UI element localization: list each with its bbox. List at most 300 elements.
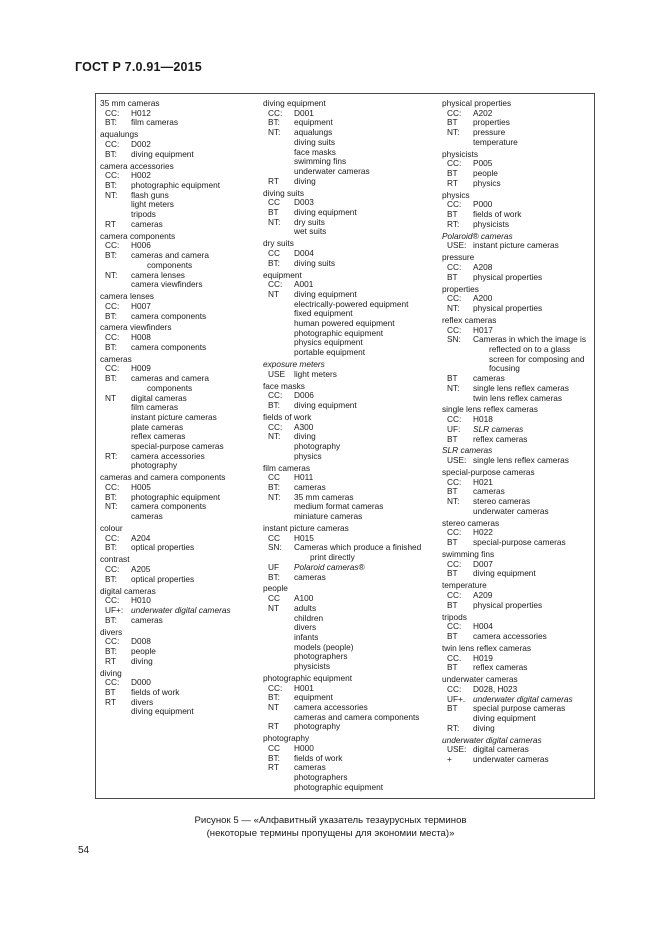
relation-value: cameras xyxy=(473,373,505,384)
entry-relation xyxy=(263,177,435,187)
entry-term: camera viewfinders xyxy=(100,322,172,333)
relation-code: CC. xyxy=(447,652,462,663)
caption-line-2: (некоторые термины пропущены для экономии места)» xyxy=(206,827,455,839)
relation-value: underwater cameras xyxy=(473,754,549,764)
entry-term: photography xyxy=(263,733,310,744)
relation-code: NT: xyxy=(268,431,281,442)
relation-code: NT: xyxy=(447,127,460,138)
relation-code: CC: xyxy=(447,107,462,118)
relation-value: H019 xyxy=(473,652,493,663)
relation-code: RT xyxy=(268,762,279,773)
entry-relation xyxy=(263,423,435,433)
relation-value: optical properties xyxy=(131,573,195,584)
entry-relation xyxy=(100,394,260,452)
relation-value: physical properties xyxy=(473,271,543,282)
entry-relation xyxy=(442,538,594,548)
relation-code: NT: xyxy=(105,189,118,200)
relation-code: BT: xyxy=(268,482,280,493)
relation-value: cameras xyxy=(294,482,326,493)
relation-value: physical properties xyxy=(473,599,543,610)
relation-value: equipment xyxy=(294,117,333,128)
relation-code: UF+. xyxy=(447,693,466,704)
entry-term: face masks xyxy=(263,380,305,391)
relation-value: pressure xyxy=(473,127,506,138)
index-entry xyxy=(263,524,435,582)
entry-relation xyxy=(100,150,260,160)
relation-value: camera components xyxy=(131,501,207,512)
relation-code: BT xyxy=(447,568,458,579)
relation-value: optical properties xyxy=(131,542,195,553)
entry-relation xyxy=(263,259,435,269)
entry-relation xyxy=(263,208,435,218)
relation-value: cameras xyxy=(294,762,326,773)
relation-value: swimming fins xyxy=(294,156,347,167)
index-entry xyxy=(442,316,594,403)
entry-term: cameras and camera components xyxy=(100,472,226,483)
relation-code: CC xyxy=(268,532,280,543)
relation-code: CC: xyxy=(268,279,283,290)
relation-code: CC: xyxy=(105,636,120,647)
relation-value: diving xyxy=(131,655,153,666)
relation-value: photographic equipment xyxy=(131,180,221,190)
caption-line-1: Рисунок 5 — «Алфавитный указатель тезаурусных терминов xyxy=(194,815,467,826)
entry-relation xyxy=(263,401,435,411)
relation-value: A001 xyxy=(294,279,314,290)
relation-value: H009 xyxy=(131,363,151,374)
figure-caption xyxy=(0,815,661,840)
entry-relation xyxy=(442,169,594,179)
relation-value: D007 xyxy=(473,558,493,569)
relation-value: physics xyxy=(473,177,501,188)
entry-term: fields of work xyxy=(263,411,312,422)
relation-code: BT xyxy=(447,486,458,497)
relation-value: diving equipment xyxy=(473,713,536,723)
entry-term: special-purpose cameras xyxy=(442,467,535,477)
relation-code: CC: xyxy=(447,324,462,335)
relation-code: CC: xyxy=(268,107,283,118)
entry-relation xyxy=(263,109,435,119)
relation-value: light meters xyxy=(294,368,337,379)
relation-value: A209 xyxy=(473,590,493,600)
entry-relation xyxy=(263,249,435,259)
relation-value: A208 xyxy=(473,262,493,272)
relation-value: human powered equipment xyxy=(294,318,395,329)
relation-code: BT xyxy=(447,703,458,714)
relation-value: SLR cameras xyxy=(473,423,524,434)
relation-value: camera accessories xyxy=(294,702,368,713)
relation-value: miniature cameras xyxy=(294,511,363,522)
entry-relation xyxy=(442,569,594,579)
entry-relation xyxy=(442,456,594,466)
relation-value: camera lenses xyxy=(131,269,185,280)
relation-code: CC: xyxy=(447,293,462,304)
relation-code: CC: xyxy=(105,332,120,343)
relation-value: instant picture cameras xyxy=(473,240,559,251)
index-entry xyxy=(100,628,260,667)
relation-code: BT: xyxy=(105,542,117,553)
relation-code: BT: xyxy=(268,571,280,582)
relation-code: BT: xyxy=(105,310,117,321)
relation-value: aqualungs xyxy=(294,127,333,138)
relation-value: H001 xyxy=(294,682,314,693)
index-entry xyxy=(263,584,435,671)
entry-term: SLR cameras xyxy=(442,445,493,456)
index-entry xyxy=(100,232,260,290)
relation-value: cameras xyxy=(131,511,163,522)
entry-relation xyxy=(100,616,260,626)
relation-code: BT xyxy=(447,537,458,548)
entry-relation xyxy=(100,220,260,230)
relation-value: H021 xyxy=(473,476,493,487)
entry-term: digital cameras xyxy=(100,585,156,596)
relation-value: diving equipment xyxy=(294,288,357,299)
relation-value: physicists xyxy=(473,218,509,229)
relation-value: H017 xyxy=(473,324,493,335)
entry-relation xyxy=(263,763,435,792)
relation-value: diving suits xyxy=(294,136,336,147)
entry-relation xyxy=(100,637,260,647)
relation-code: BT: xyxy=(105,646,117,657)
relation-value: photography xyxy=(131,460,178,471)
relation-code: + xyxy=(447,754,452,764)
entry-term: camera lenses xyxy=(100,291,154,302)
index-entry xyxy=(442,253,594,282)
entry-relation xyxy=(442,118,594,128)
entry-relation xyxy=(442,663,594,673)
entry-relation xyxy=(442,435,594,445)
relation-code: BT: xyxy=(105,614,117,625)
thesaurus-index-frame xyxy=(95,93,595,799)
relation-value: A300 xyxy=(294,421,314,432)
entry-term: swimming fins xyxy=(442,549,495,559)
relation-code: CC: xyxy=(105,482,120,493)
relation-code: CC: xyxy=(447,527,462,538)
index-entry xyxy=(100,323,260,352)
index-entry xyxy=(100,524,260,553)
relation-code: CC xyxy=(268,197,280,208)
entry-relation xyxy=(100,698,260,717)
relation-value: components xyxy=(147,382,193,393)
entry-relation xyxy=(100,109,260,119)
relation-code: CC xyxy=(268,743,280,754)
entry-relation xyxy=(263,744,435,754)
relation-code: BT: xyxy=(105,341,117,352)
relation-value: underwater digital cameras xyxy=(131,605,231,616)
entry-relation xyxy=(263,118,435,128)
index-entry xyxy=(442,285,594,314)
entry-relation xyxy=(100,181,260,191)
relation-value: H015 xyxy=(294,532,314,543)
relation-code: CC: xyxy=(447,590,462,600)
relation-value: components xyxy=(147,259,193,270)
relation-value: fields of work xyxy=(473,209,522,220)
index-entry xyxy=(100,162,260,230)
relation-value: film cameras xyxy=(131,402,179,413)
relation-value: H010 xyxy=(131,595,151,606)
relation-value: D000 xyxy=(131,677,151,688)
index-entry xyxy=(263,189,435,238)
entry-relation xyxy=(263,703,435,722)
relation-code: BT: xyxy=(105,573,117,584)
relation-value: cameras xyxy=(131,614,163,625)
relation-code: BT xyxy=(447,271,458,282)
entry-relation xyxy=(100,657,260,667)
entry-relation xyxy=(263,493,435,522)
relation-value: H018 xyxy=(473,414,493,425)
relation-value: diving xyxy=(294,431,316,442)
relation-value: D006 xyxy=(294,390,314,401)
relation-code: CC xyxy=(268,593,280,604)
entry-relation xyxy=(263,218,435,237)
relation-value: divers xyxy=(131,696,154,707)
entry-term: reflex cameras xyxy=(442,314,497,325)
index-entry xyxy=(442,150,594,189)
relation-code: NT: xyxy=(447,382,460,393)
relation-value: H000 xyxy=(294,743,314,754)
relation-code: CC: xyxy=(105,595,120,606)
entry-term: single lens reflex cameras xyxy=(442,404,538,415)
entry-relation xyxy=(442,704,594,723)
index-entry xyxy=(100,292,260,321)
entry-relation xyxy=(263,290,435,358)
relation-value: photographic equipment xyxy=(294,327,384,338)
relation-code: CC: xyxy=(447,558,462,569)
relation-value: D003 xyxy=(294,197,314,208)
relation-code: RT xyxy=(105,218,116,229)
relation-value: single lens reflex cameras xyxy=(473,455,569,466)
entry-term: physical properties xyxy=(442,98,512,108)
entry-relation xyxy=(442,159,594,169)
relation-value: infants xyxy=(294,631,319,642)
entry-term: cameras xyxy=(100,353,132,364)
relation-code: BT: xyxy=(268,257,280,268)
relation-value: physics equipment xyxy=(294,337,363,348)
relation-value: diving equipment xyxy=(131,148,194,159)
relation-value: D028, H023 xyxy=(473,683,518,694)
entry-term: underwater cameras xyxy=(442,674,518,685)
relation-value: children xyxy=(294,612,324,623)
entry-term: diving xyxy=(100,667,122,678)
relation-code: BT xyxy=(105,687,116,698)
relation-value: reflex cameras xyxy=(131,431,186,442)
entry-relation xyxy=(263,573,435,583)
entry-relation xyxy=(263,432,435,461)
index-entry xyxy=(100,130,260,159)
relation-value: D002 xyxy=(131,139,151,149)
relation-value: camera components xyxy=(131,310,207,321)
relation-value: cameras xyxy=(131,218,163,229)
relation-code: BT xyxy=(447,662,458,673)
relation-value: fields of work xyxy=(294,752,343,763)
entry-term: divers xyxy=(100,626,123,637)
relation-value: A200 xyxy=(473,293,493,304)
index-entry xyxy=(263,99,435,186)
relation-value: photography xyxy=(294,441,341,452)
index-entry xyxy=(100,473,260,522)
relation-code: USE xyxy=(268,368,286,379)
relation-value: underwater cameras xyxy=(294,165,370,176)
relation-value: diving equipment xyxy=(294,400,357,411)
index-entry xyxy=(263,382,435,411)
relation-value: reflex cameras xyxy=(473,433,528,444)
index-entry xyxy=(263,734,435,792)
relation-value: special-purpose cameras xyxy=(131,441,224,452)
relation-value: cameras xyxy=(473,486,505,497)
entry-relation xyxy=(263,604,435,672)
relation-value: people xyxy=(473,168,498,179)
relation-value: special purpose cameras xyxy=(473,703,566,714)
relation-value: camera accessories xyxy=(131,450,205,461)
entry-term: Polaroid® cameras xyxy=(442,230,513,241)
relation-code: BT xyxy=(447,168,458,179)
entry-relation xyxy=(442,478,594,488)
relation-code: CC: xyxy=(105,532,120,543)
entry-relation xyxy=(100,271,260,290)
entry-term: equipment xyxy=(263,269,302,280)
relation-value: models (people) xyxy=(294,641,354,652)
relation-code: CC: xyxy=(447,414,462,425)
relation-code: BT: xyxy=(268,692,280,703)
relation-code: RT xyxy=(105,696,116,707)
entry-term: film cameras xyxy=(263,462,311,473)
entry-relation xyxy=(442,632,594,642)
relation-value: reflex cameras xyxy=(473,662,528,673)
relation-code: RT: xyxy=(447,218,460,229)
relation-value: fixed equipment xyxy=(294,308,353,319)
page-number: 54 xyxy=(78,845,90,856)
entry-relation xyxy=(100,452,260,471)
relation-code: RT xyxy=(268,175,279,186)
index-column-1 xyxy=(100,99,260,719)
entry-relation xyxy=(263,473,435,483)
relation-code: BT: xyxy=(268,117,280,128)
relation-value: H022 xyxy=(473,527,493,538)
index-entry xyxy=(442,446,594,465)
relation-value: people xyxy=(131,646,156,657)
relation-code: CC: xyxy=(105,363,120,374)
entry-relation xyxy=(100,374,260,393)
relation-code: BT xyxy=(447,631,458,641)
relation-value: screen for composing and xyxy=(489,353,585,364)
relation-value: equipment xyxy=(294,692,333,703)
relation-value: twin lens reflex cameras xyxy=(473,392,562,403)
entry-relation xyxy=(442,601,594,611)
relation-code: NT xyxy=(105,392,117,403)
index-column-2 xyxy=(263,99,435,795)
entry-term: physics xyxy=(442,189,470,200)
entry-term: stereo cameras xyxy=(442,517,500,528)
entry-relation xyxy=(100,543,260,553)
relation-code: CC: xyxy=(447,158,462,169)
relation-code: CC: xyxy=(105,300,120,311)
entry-term: diving equipment xyxy=(263,98,326,108)
document-header: ГОСТ Р 7.0.91—2015 xyxy=(75,60,202,74)
relation-code: CC: xyxy=(447,683,462,694)
relation-value: 35 mm cameras xyxy=(294,491,354,502)
index-entry xyxy=(100,99,260,128)
entry-term: instant picture cameras xyxy=(263,523,349,534)
relation-value: A202 xyxy=(473,107,493,118)
entry-term: dry suits xyxy=(263,238,294,249)
relation-code: NT: xyxy=(105,269,118,280)
entry-term: properties xyxy=(442,283,479,294)
relation-code: RT xyxy=(105,655,116,666)
relation-code: NT: xyxy=(105,501,118,512)
relation-value: A205 xyxy=(131,564,151,575)
relation-code: USE: xyxy=(447,240,467,251)
relation-code: BT: xyxy=(105,373,117,384)
relation-value: photographic equipment xyxy=(294,781,384,792)
entry-relation xyxy=(100,312,260,322)
relation-code: BT: xyxy=(268,400,280,411)
entry-relation xyxy=(100,191,260,220)
relation-value: adults xyxy=(294,602,317,613)
relation-code: RT: xyxy=(447,722,460,733)
relation-code: RT: xyxy=(105,450,118,461)
relation-value: light meters xyxy=(131,199,174,210)
relation-value: physics xyxy=(294,450,322,461)
index-column-3 xyxy=(442,99,594,767)
relation-value: reflected on to a glass xyxy=(489,344,571,354)
entry-term: colour xyxy=(100,523,123,534)
relation-value: diving xyxy=(473,722,495,733)
entry-relation xyxy=(263,684,435,694)
relation-value: temperature xyxy=(473,136,518,147)
relation-value: A100 xyxy=(294,593,314,604)
relation-code: UF+: xyxy=(105,605,124,616)
relation-value: stereo cameras xyxy=(473,496,531,507)
relation-code: CC: xyxy=(105,170,120,181)
entry-relation xyxy=(442,497,594,516)
index-entry xyxy=(442,405,594,444)
relation-code: CC: xyxy=(447,262,462,272)
entry-relation xyxy=(442,210,594,220)
relation-value: electrically-powered equipment xyxy=(294,298,409,309)
index-entry xyxy=(442,675,594,733)
index-entry xyxy=(442,232,594,251)
relation-code: CC: xyxy=(268,421,283,432)
index-entry xyxy=(263,239,435,268)
entry-term: people xyxy=(263,583,288,594)
relation-code: NT xyxy=(268,602,280,613)
relation-code: BT xyxy=(447,373,458,384)
entry-term: underwater digital cameras xyxy=(442,734,542,745)
relation-value: D001 xyxy=(294,107,314,118)
entry-term: twin lens reflex cameras xyxy=(442,642,531,653)
relation-value: cameras xyxy=(294,571,326,582)
relation-code: BT xyxy=(447,117,458,128)
relation-code: BT xyxy=(447,599,458,610)
entry-relation xyxy=(100,678,260,688)
entry-relation xyxy=(263,754,435,764)
relation-code: CC: xyxy=(105,677,120,688)
relation-code: CC: xyxy=(105,107,120,118)
entry-relation xyxy=(263,594,435,604)
relation-value: Polaroid cameras® xyxy=(294,561,365,572)
entry-relation xyxy=(100,251,260,270)
relation-code: CC: xyxy=(105,564,120,575)
entry-relation xyxy=(442,755,594,765)
relation-value: A204 xyxy=(131,532,151,543)
relation-value: diving equipment xyxy=(473,568,536,579)
entry-relation xyxy=(100,647,260,657)
index-entry xyxy=(263,360,435,379)
relation-code: CC: xyxy=(268,682,283,693)
relation-code: NT xyxy=(268,288,280,299)
entry-relation xyxy=(100,502,260,521)
relation-value: photographers xyxy=(294,651,348,662)
relation-value: Cameras in which the image is xyxy=(473,334,586,345)
